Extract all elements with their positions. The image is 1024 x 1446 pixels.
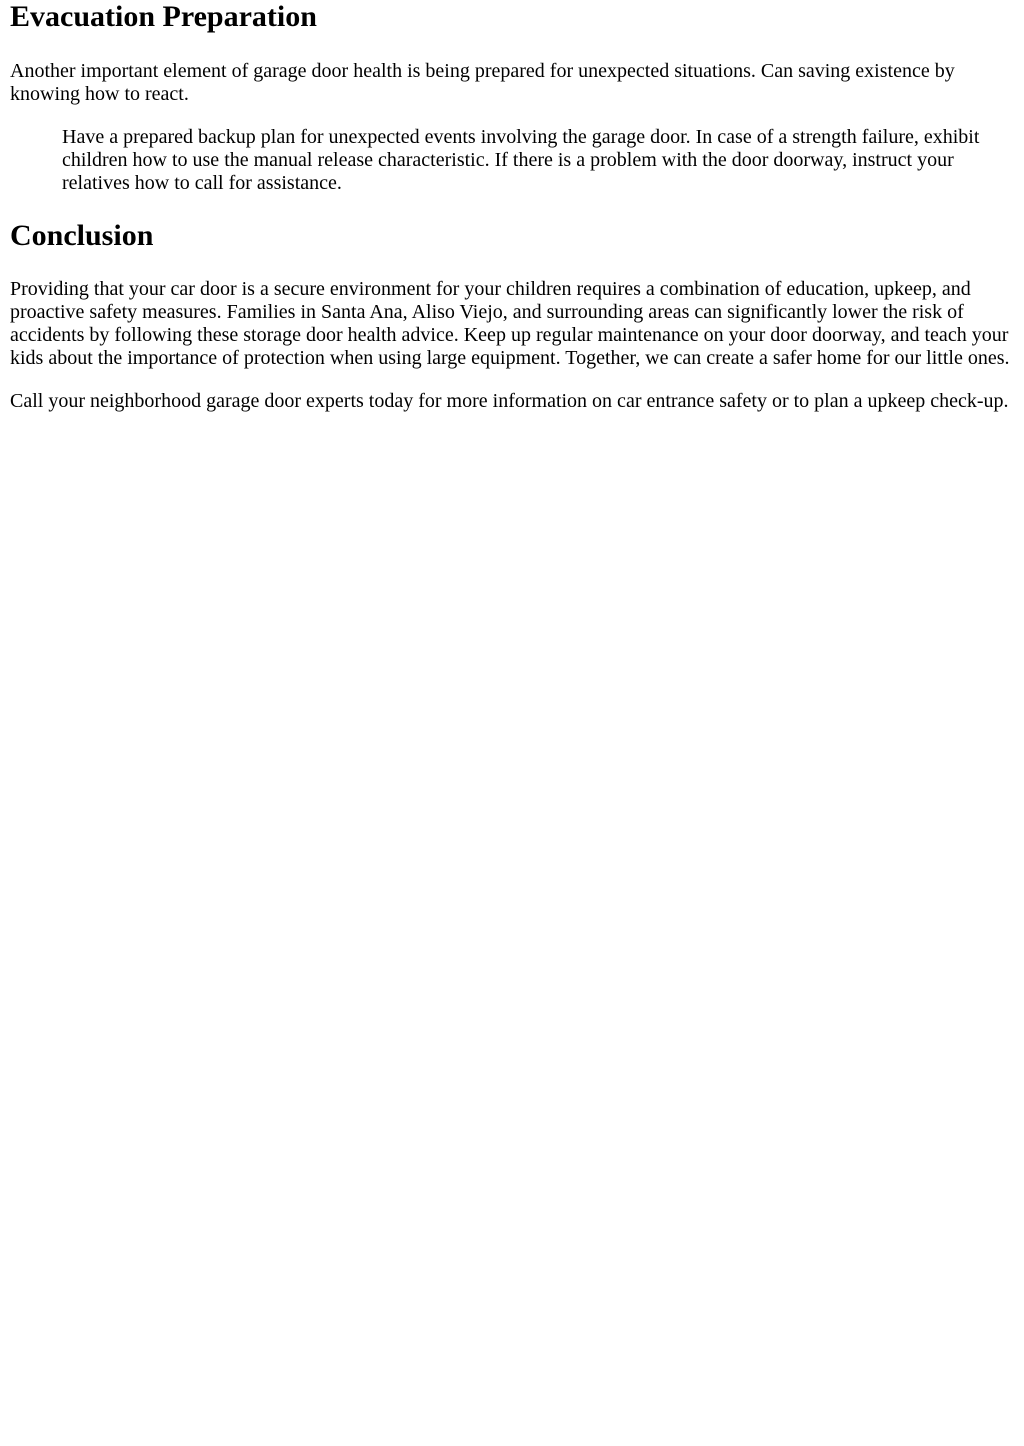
section-heading-conclusion: Conclusion [10, 219, 154, 252]
evacuation-intro-paragraph: Another important element of garage door health is being prepared for unexpected situations. Can saving existence by knowing how to react. [10, 60, 955, 105]
article-body [0, 0, 1024, 413]
conclusion-paragraph-1: Providing that your car door is a secure environment for your children requires a combination of education, upkeep, and proactive safety measures. Families in Santa Ana, Aliso Viejo, and surrounding areas can significantly lower the risk of accidents by following these storage door health advice. Keep up regular maintenance on your door doorway, and teach your kids about the importance of protection when using large equipment. Together, we can create a safer home for our little ones. [10, 278, 1010, 369]
conclusion-paragraph-2: Call your neighborhood garage door experts today for more information on car entrance safety or to plan a upkeep check-up. [10, 390, 1009, 412]
evacuation-blockquote: Have a prepared backup plan for unexpected events involving the garage door. In case of a strength failure, exhibit children how to use the manual release characteristic. If there is a problem with the door doorway, instruct your relatives how to call for assistance. [62, 126, 980, 194]
section-heading-evacuation: Evacuation Preparation [10, 0, 317, 33]
